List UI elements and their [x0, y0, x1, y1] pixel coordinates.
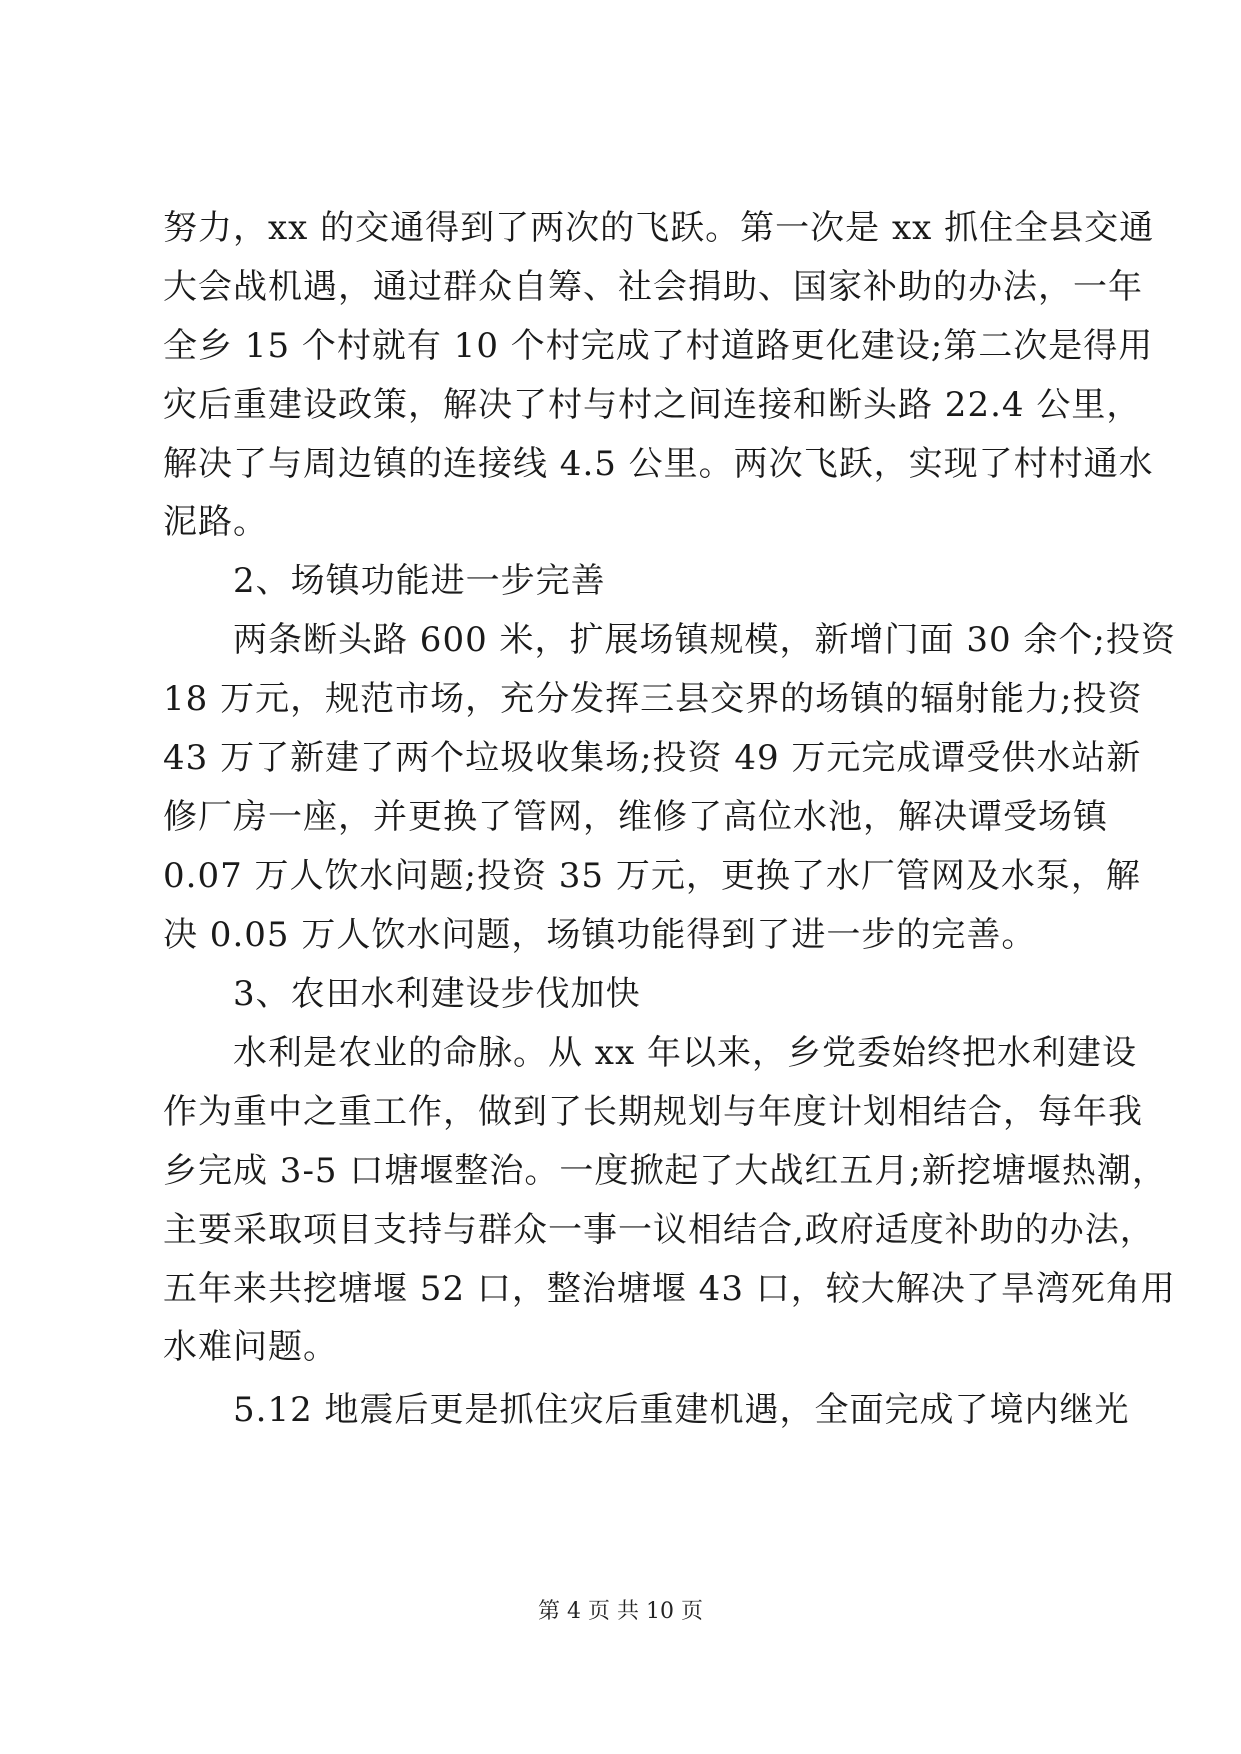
body-line: 大会战机遇，通过群众自筹、社会捐助、国家补助的办法，一年 [163, 267, 1143, 307]
body-line: 0.07 万人饮水问题;投资 35 万元，更换了水厂管网及水泵，解 [163, 856, 1141, 896]
body-line: 43 万了新建了两个垃圾收集场;投资 49 万元完成谭受供水站新 [163, 738, 1142, 778]
body-line: 18 万元，规范市场，充分发挥三县交界的场镇的辐射能力;投资 [163, 679, 1143, 719]
body-line: 泥路。 [163, 502, 268, 542]
body-line: 主要采取项目支持与群众一事一议相结合,政府适度补助的办法， [163, 1210, 1155, 1250]
body-line: 灾后重建设政策，解决了村与村之间连接和断头路 22.4 公里， [163, 385, 1142, 425]
body-line: 全乡 15 个村就有 10 个村完成了村道路更化建设;第二次是得用 [163, 326, 1154, 366]
page-number-footer: 第 4 页 共 10 页 [538, 1599, 703, 1624]
section-heading: 2、场镇功能进一步完善 [233, 561, 606, 601]
body-line: 两条断头路 600 米，扩展场镇规模，新增门面 30 余个;投资 [233, 620, 1176, 660]
section-heading: 3、农田水利建设步伐加快 [233, 974, 641, 1014]
body-line: 水利是农业的命脉。从 xx 年以来，乡党委始终把水利建设 [233, 1033, 1137, 1073]
body-line: 修厂房一座，并更换了管网，维修了高位水池，解决谭受场镇 [163, 797, 1108, 837]
body-line: 五年来共挖塘堰 52 口，整治塘堰 43 口，较大解决了旱湾死角用 [163, 1269, 1176, 1309]
body-line: 作为重中之重工作，做到了长期规划与年度计划相结合，每年我 [163, 1092, 1143, 1132]
body-line: 解决了与周边镇的连接线 4.5 公里。两次飞跃，实现了村村通水 [163, 444, 1154, 484]
body-line: 乡完成 3-5 口塘堰整治。一度掀起了大战红五月;新挖塘堰热潮， [163, 1151, 1167, 1191]
body-line: 决 0.05 万人饮水问题，场镇功能得到了进一步的完善。 [163, 915, 1037, 955]
body-line: 水难问题。 [163, 1327, 338, 1367]
body-line: 努力，xx 的交通得到了两次的飞跃。第一次是 xx 抓住全县交通 [163, 208, 1155, 248]
body-line: 5.12 地震后更是抓住灾后重建机遇，全面完成了境内继光 [233, 1390, 1130, 1430]
